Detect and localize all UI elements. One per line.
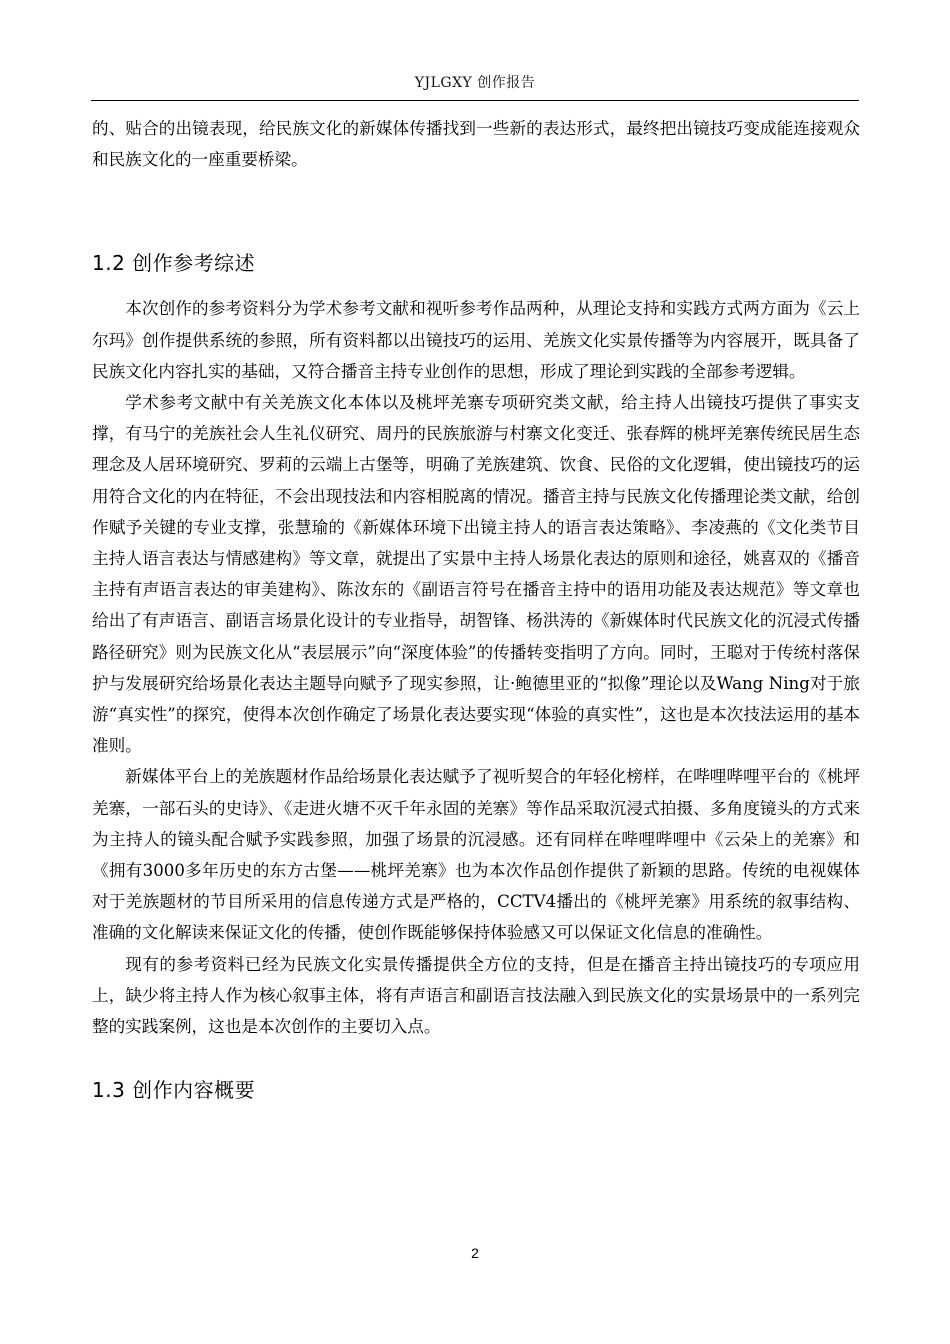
paragraph-4: 现有的参考资料已经为民族文化实景传播提供全方位的支持，但是在播音主持出镜技巧的专项应用上，缺少将主持人作为核心叙事主体，将有声语言和副语言技法融入到民族文化的实景场景中的一系列完整的实践案例，这也是本次创作的主要切入点。 <box>92 954 860 1037</box>
document-body <box>92 113 860 1103</box>
section-heading-1-3: 1.3 创作内容概要 <box>92 1078 256 1103</box>
section-heading-1-2: 1.2 创作参考综述 <box>92 251 256 276</box>
header-rule <box>91 100 859 101</box>
paragraph-2: 学术参考文献中有关羌族文化本体以及桃坪羌寨专项研究类文献，给主持人出镜技巧提供了事实支撑，有马宁的羌族社会人生礼仪研究、周丹的民族旅游与村寨文化变迁、张春辉的桃坪羌寨传统民居生态理念及人居环境研究、罗莉的云端上古堡等，明确了羌族建筑、饮食、民俗的文化逻辑，使出镜技巧的运用符合文化的内在特征，不会出现技法和内容相脱离的情况。播音主持与民族文化传播理论类文献，给创作赋予关键的专业支撑，张慧瑜的《新媒体环境下出镜主持人的语言表达策略》、李凌燕的《文化类节目主持人语言表达与情感建构》等文章，就提出了实景中主持人场景化表达的原则和途径，姚喜双的《播音主持有声语言表达的审美建构》、陈汝东的《副语言符号在播音主持中的语用功能及表达规范》等文章也给出了有声语言、副语言场景化设计的专业指导，胡智锋、杨洪涛的《新媒体时代民族文化的沉浸式传播路径研究》则为民族文化从“表层展示”向“深度体验”的传播转变指明了方向。同时，王聪对于传统村落保护与发展研究给场景化表达主题导向赋予了现实参照，让·鲍德里亚的“拟像”理论以及Wang Ning对于旅游“真实性”的探究，使得本次创作确定了场景化表达要实现“体验的真实性”，这也是本次技法运用的基本准则。 <box>92 393 860 756</box>
page-number: 2 <box>471 1245 479 1261</box>
continuation-paragraph: 的、贴合的出镜表现，给民族文化的新媒体传播找到一些新的表达形式，最终把出镜技巧变成能连接观众和民族文化的一座重要桥梁。 <box>92 119 860 170</box>
running-header: YJLGXY 创作报告 <box>414 75 536 91</box>
paragraph-1: 本次创作的参考资料分为学术参考文献和视听参考作品两种，从理论支持和实践方式两方面为《云上尔玛》创作提供系统的参照，所有资料都以出镜技巧的运用、羌族文化实景传播等为内容展开，既具备了民族文化内容扎实的基础，又符合播音主持专业创作的思想，形成了理论到实践的全部参考逻辑。 <box>92 299 860 381</box>
paragraph-3: 新媒体平台上的羌族题材作品给场景化表达赋予了视听契合的年轻化榜样，在哔哩哔哩平台的《桃坪羌寨，一部石头的史诗》、《走进火塘不灭千年永固的羌寨》等作品采取沉浸式拍摄、多角度镜头的方式来为主持人的镜头配合赋予实践参照，加强了场景的沉浸感。还有同样在哔哩哔哩中《云朵上的羌寨》和《拥有3000多年历史的东方古堡——桃坪羌寨》也为本次作品创作提供了新颖的思路。传统的电视媒体对于羌族题材的节目所采用的信息传递方式是严格的，CCTV4播出的《桃坪羌寨》用系统的叙事结构、准确的文化解读来保证文化的传播，使创作既能够保持体验感又可以保证文化信息的准确性。 <box>92 767 860 943</box>
